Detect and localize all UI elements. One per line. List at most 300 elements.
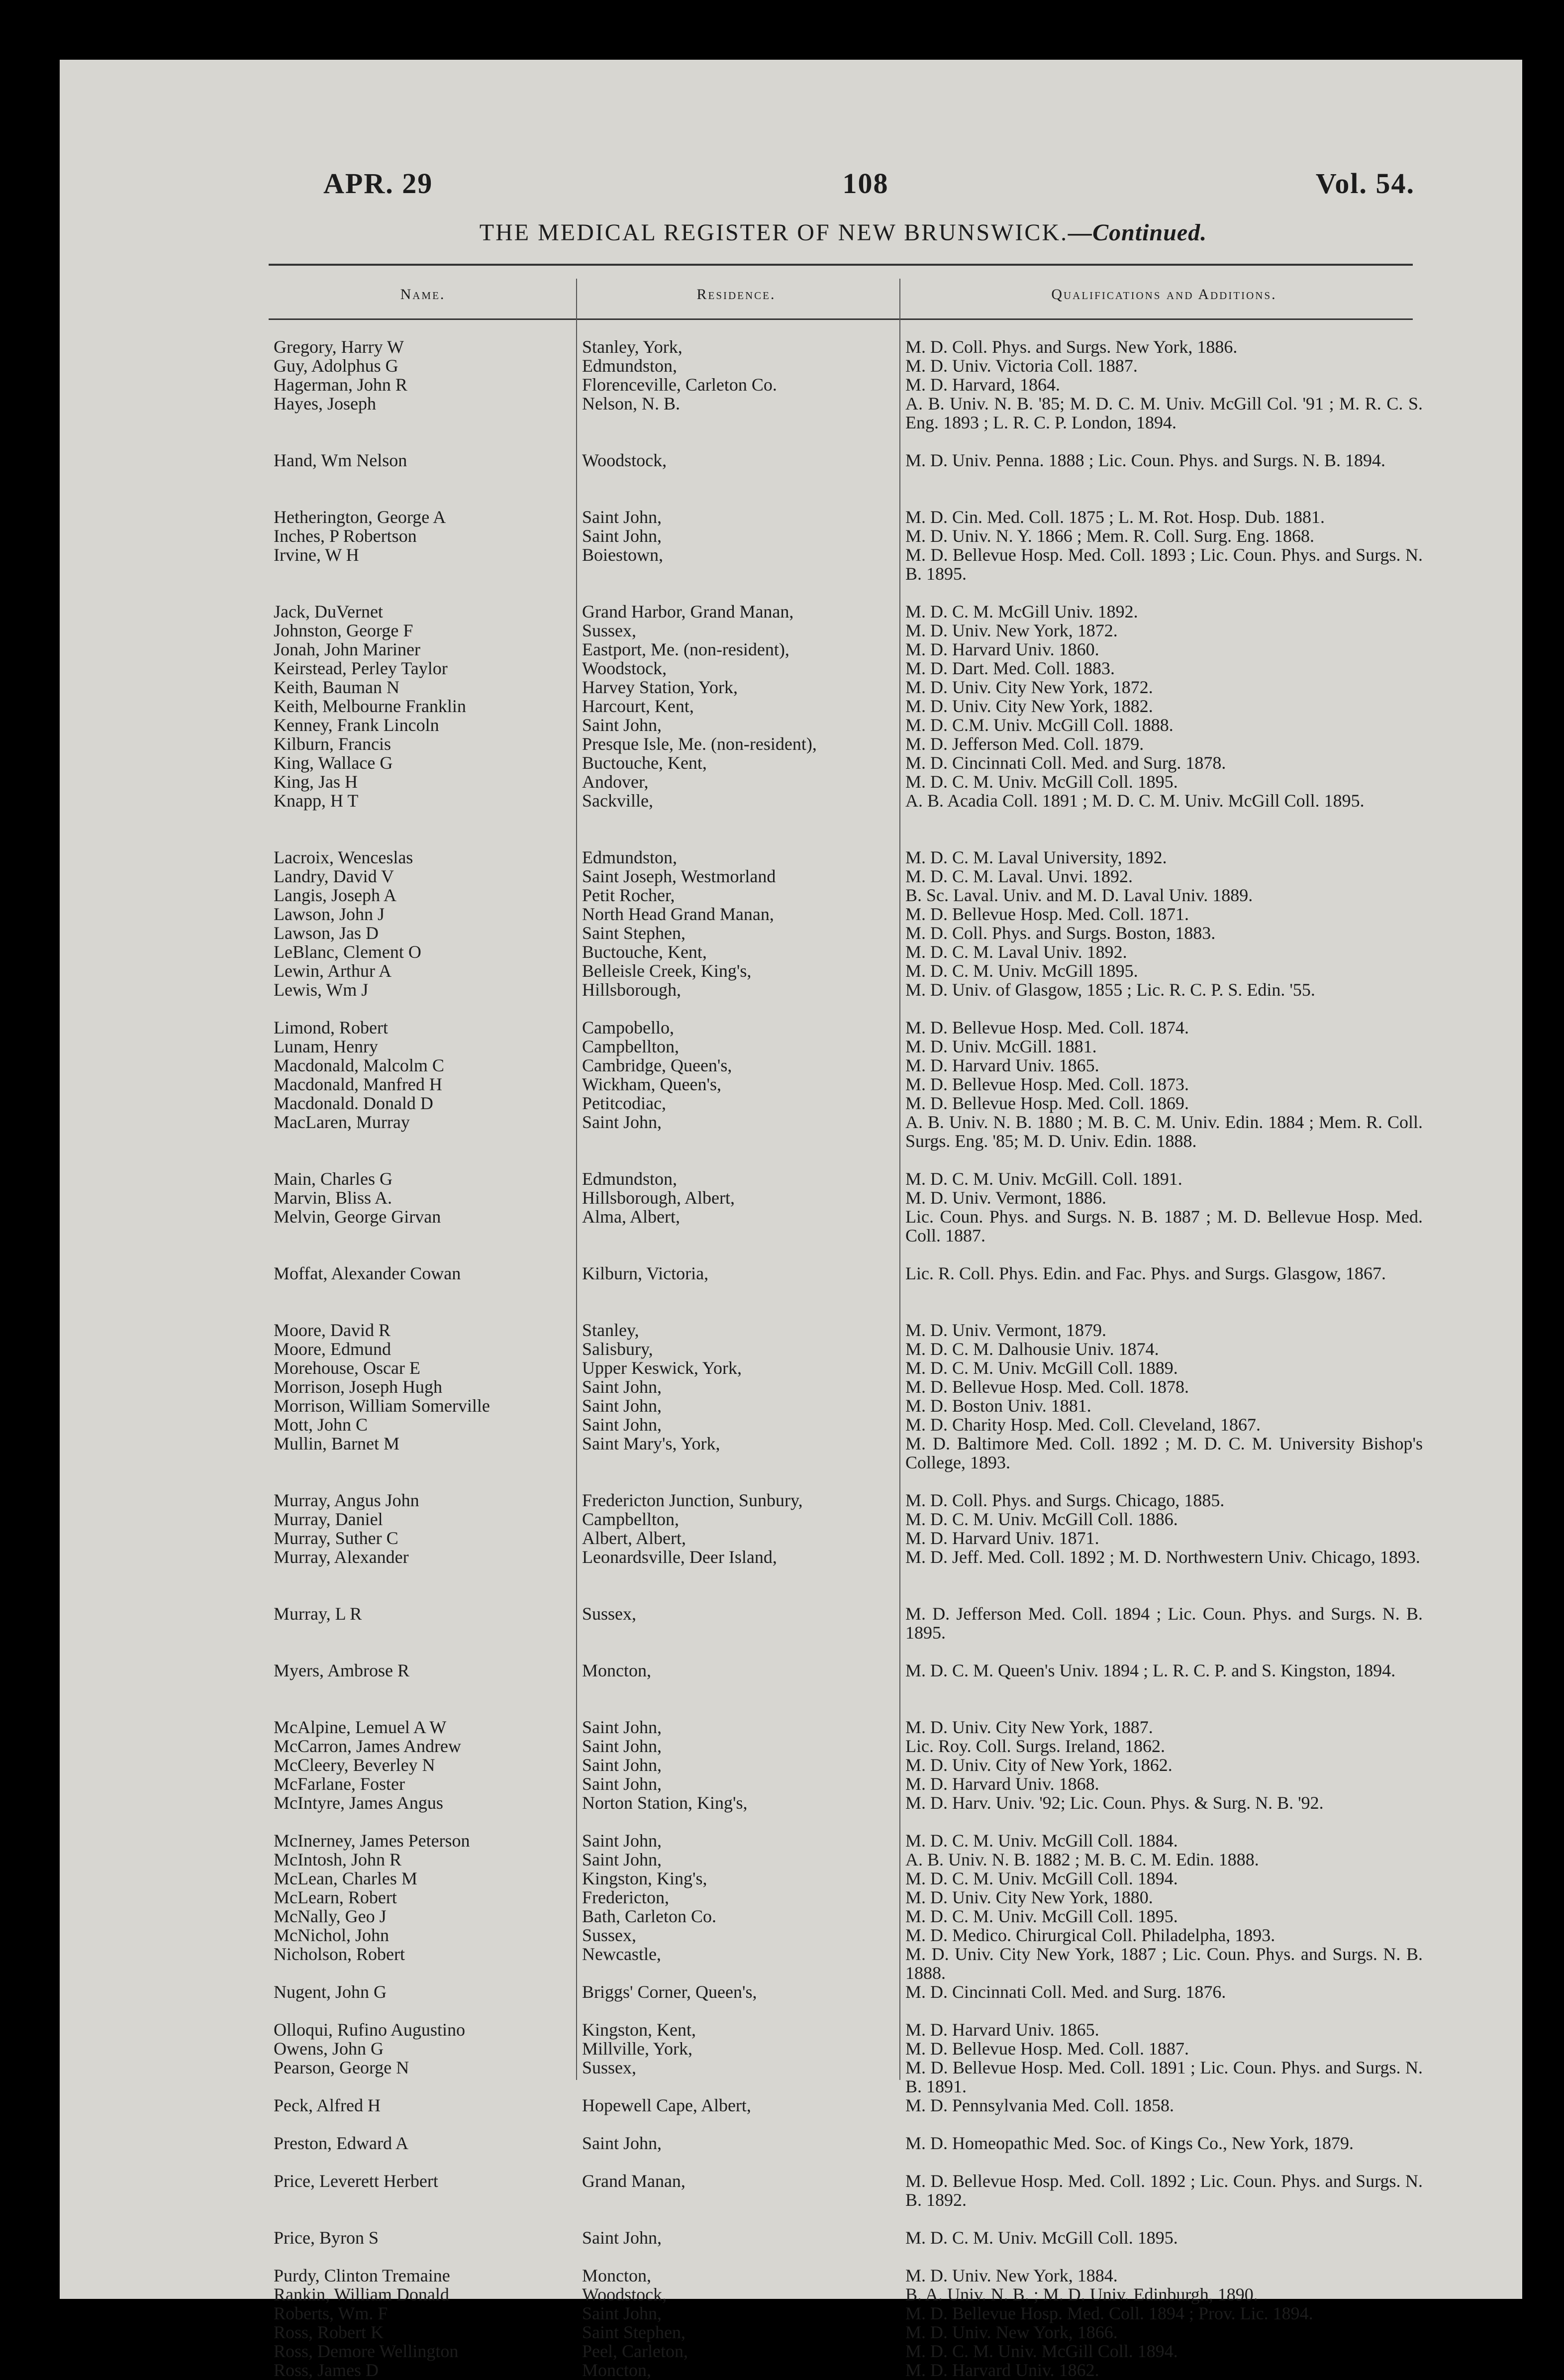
physician-name: Murray, Suther C <box>274 1528 398 1548</box>
residence: Saint John, <box>582 1755 662 1775</box>
register-row <box>0 1756 1564 1774</box>
register-title-text: THE MEDICAL REGISTER OF NEW BRUNSWICK. <box>479 219 1069 246</box>
qualifications: M. D. C. M. Univ. McGill Coll. 1894. <box>905 2341 1178 2361</box>
residence: Woodstock, <box>582 658 667 678</box>
residence: Saint Joseph, Westmorland <box>582 866 776 886</box>
residence: Leonardsville, Deer Island, <box>582 1547 777 1567</box>
register-row <box>0 1548 1564 1585</box>
register-row <box>0 2266 1564 2285</box>
register-row <box>0 1774 1564 1793</box>
physician-name: Ross, Demore Wellington <box>274 2341 459 2361</box>
physician-name: Rankin, William Donald <box>274 2284 449 2304</box>
qualifications: A. B. Univ. N. B. 1882 ; M. B. C. M. Edin. 1888. <box>905 1850 1259 1869</box>
qualifications: M. D. Bellevue Hosp. Med. Coll. 1891 ; Lic. Coun. Phys. and Surgs. N. B. 1891. <box>905 2058 1423 2096</box>
qualifications: M. D. Bellevue Hosp. Med. Coll. 1878. <box>905 1377 1189 1397</box>
residence: Saint John, <box>582 2228 662 2248</box>
residence: Saint John, <box>582 1112 662 1132</box>
row-gap <box>0 583 1564 602</box>
row-gap <box>0 489 1564 508</box>
residence: Moncton, <box>582 2266 651 2285</box>
physician-name: Macdonald. Donald D <box>274 1093 433 1113</box>
physician-name: Hagerman, John R <box>274 375 407 395</box>
register-row <box>0 375 1564 394</box>
register-row <box>0 716 1564 734</box>
physician-name: McNichol, John <box>274 1925 389 1945</box>
physician-name: Hand, Wm Nelson <box>274 450 407 470</box>
physician-name: Ross, James D <box>274 2360 379 2380</box>
register-row <box>0 1604 1564 1642</box>
physician-name: Kenney, Frank Lincoln <box>274 715 439 735</box>
register-row <box>0 1094 1564 1113</box>
register-row <box>0 2039 1564 2058</box>
header-rule <box>269 318 1413 320</box>
qualifications: M. D. Univ. of Glasgow, 1855 ; Lic. R. C. P. S. Edin. '55. <box>905 980 1315 1000</box>
residence: Briggs' Corner, Queen's, <box>582 1982 757 2002</box>
register-row <box>0 1434 1564 1472</box>
qualifications: M. D. Univ. City of New York, 1862. <box>905 1755 1173 1775</box>
column-header-residence: Residence. <box>696 286 776 303</box>
residence: Andover, <box>582 772 649 792</box>
register-row <box>0 451 1564 489</box>
register-row <box>0 886 1564 905</box>
residence: Belleisle Creek, King's, <box>582 961 752 981</box>
physician-name: Main, Charles G <box>274 1169 392 1189</box>
residence: Hillsborough, Albert, <box>582 1188 735 1208</box>
residence: Fredericton, <box>582 1887 669 1907</box>
physician-name: Peck, Alfred H <box>274 2095 381 2115</box>
physician-name: Lawson, Jas D <box>274 923 379 943</box>
register-row <box>0 2096 1564 2115</box>
physician-name: Olloqui, Rufino Augustino <box>274 2020 466 2040</box>
qualifications: M. D. Bellevue Hosp. Med. Coll. 1869. <box>905 1093 1189 1113</box>
residence: Cambridge, Queen's, <box>582 1055 732 1075</box>
register-row <box>0 697 1564 716</box>
column-header-qualifications: Qualifications and Additions. <box>1051 286 1277 303</box>
qualifications: M. D. C. M. McGill Univ. 1892. <box>905 602 1138 621</box>
qualifications: A. B. Univ. N. B. '85; M. D. C. M. Univ. McGill Col. '91 ; M. R. C. S. Eng. 1893 ; L. R. C. P. London, 1894. <box>905 394 1423 432</box>
register-row <box>0 1264 1564 1302</box>
residence: Sussex, <box>582 2058 637 2077</box>
residence: Saint Stephen, <box>582 923 685 943</box>
register-row <box>0 602 1564 621</box>
residence: Kingston, Kent, <box>582 2020 696 2040</box>
qualifications: M. D. Univ. City New York, 1880. <box>905 1887 1153 1907</box>
residence: Saint John, <box>582 1377 662 1397</box>
residence: Saint John, <box>582 715 662 735</box>
physician-name: Nicholson, Robert <box>274 1944 405 1964</box>
physician-name: Jack, DuVernet <box>274 602 383 621</box>
qualifications: M. D. Univ. City New York, 1872. <box>905 677 1153 697</box>
register-row <box>0 1737 1564 1756</box>
residence: Moncton, <box>582 2360 651 2380</box>
physician-name: Keirstead, Perley Taylor <box>274 658 448 678</box>
physician-name: Morrison, Joseph Hugh <box>274 1377 442 1397</box>
physician-name: Murray, Daniel <box>274 1509 383 1529</box>
residence: Woodstock, <box>582 2284 667 2304</box>
register-row <box>0 1491 1564 1510</box>
register-row <box>0 848 1564 867</box>
register-row <box>0 2058 1564 2096</box>
register-row <box>0 1018 1564 1037</box>
row-gap <box>0 1472 1564 1491</box>
residence: Edmundston, <box>582 1169 678 1189</box>
register-row <box>0 980 1564 1018</box>
residence: Hillsborough, <box>582 980 682 1000</box>
register-row <box>0 1415 1564 1434</box>
register-table <box>0 337 1564 2380</box>
register-row <box>0 2228 1564 2247</box>
row-gap <box>0 2115 1564 2134</box>
register-row <box>0 1888 1564 1907</box>
physician-name: Myers, Ambrose R <box>274 1660 409 1680</box>
qualifications: M. D. C. M. Univ. McGill Coll. 1886. <box>905 1509 1178 1529</box>
residence: Grand Manan, <box>582 2171 685 2191</box>
qualifications: M. D. C. M. Univ. McGill. Coll. 1891. <box>905 1169 1182 1189</box>
qualifications: M. D. Cincinnati Coll. Med. and Surg. 1878. <box>905 753 1226 773</box>
register-row <box>0 678 1564 697</box>
physician-name: Ross, Robert K <box>274 2322 384 2342</box>
physician-name: Moore, David R <box>274 1320 391 1340</box>
row-gap <box>0 1642 1564 1661</box>
register-row <box>0 356 1564 375</box>
register-title <box>269 219 1418 246</box>
physician-name: Hetherington, George A <box>274 507 446 527</box>
qualifications: M. D. C. M. Univ. McGill Coll. 1889. <box>905 1358 1178 1378</box>
physician-name: Keith, Bauman N <box>274 677 399 697</box>
residence: Edmundston, <box>582 356 678 376</box>
physician-name: Macdonald, Malcolm C <box>274 1055 444 1075</box>
physician-name: Lewis, Wm J <box>274 980 369 1000</box>
physician-name: Melvin, George Girvan <box>274 1207 441 1227</box>
residence: Saint John, <box>582 1831 662 1851</box>
residence: North Head Grand Manan, <box>582 904 774 924</box>
register-row <box>0 867 1564 886</box>
residence: Saint John, <box>582 1415 662 1435</box>
physician-name: Pearson, George N <box>274 2058 409 2077</box>
register-row <box>0 1188 1564 1207</box>
physician-name: Inches, P Robertson <box>274 526 417 546</box>
residence: Saint John, <box>582 1850 662 1869</box>
qualifications: M. D. Harvard Univ. 1862. <box>905 2360 1099 2380</box>
physician-name: Roberts, Wm. F <box>274 2303 388 2323</box>
qualifications: M. D. Harvard Univ. 1871. <box>905 1528 1099 1548</box>
residence: Nelson, N. B. <box>582 394 680 414</box>
register-row <box>0 1831 1564 1850</box>
qualifications: M. D. C. M. Univ. McGill Coll. 1894. <box>905 1868 1178 1888</box>
qualifications: M. D. Cincinnati Coll. Med. and Surg. 1876. <box>905 1982 1226 2002</box>
qualifications: M. D. Bellevue Hosp. Med. Coll. 1871. <box>905 904 1189 924</box>
register-row <box>0 337 1564 356</box>
residence: Saint John, <box>582 1774 662 1794</box>
physician-name: Murray, Angus John <box>274 1490 419 1510</box>
residence: Saint Mary's, York, <box>582 1434 720 1453</box>
physician-name: Nugent, John G <box>274 1982 387 2002</box>
register-row <box>0 772 1564 791</box>
qualifications: A. B. Univ. N. B. 1880 ; M. B. C. M. Univ. Edin. 1884 ; Mem. R. Coll. Surgs. Eng. '85; M. D. Univ. Edin. 1888. <box>905 1112 1423 1151</box>
register-row <box>0 1056 1564 1075</box>
physician-name: Lacroix, Wenceslas <box>274 847 413 867</box>
residence: Harcourt, Kent, <box>582 696 694 716</box>
residence: Sussex, <box>582 1604 637 1624</box>
qualifications: M. D. Univ. City New York, 1887. <box>905 1717 1153 1737</box>
qualifications: M. D. C. M. Laval University, 1892. <box>905 847 1167 867</box>
register-row <box>0 905 1564 924</box>
row-gap <box>0 1302 1564 1321</box>
physician-name: Lawson, John J <box>274 904 385 924</box>
qualifications: M. D. Coll. Phys. and Surgs. Chicago, 1885. <box>905 1490 1225 1510</box>
qualifications: M. D. Univ. Victoria Coll. 1887. <box>905 356 1138 376</box>
physician-name: Moffat, Alexander Cowan <box>274 1263 461 1283</box>
physician-name: Murray, L R <box>274 1604 362 1624</box>
row-gap <box>0 1245 1564 1264</box>
physician-name: Marvin, Bliss A. <box>274 1188 392 1208</box>
qualifications: M. D. Univ. Vermont, 1879. <box>905 1320 1106 1340</box>
physician-name: Landry, David V <box>274 866 394 886</box>
physician-name: Keith, Melbourne Franklin <box>274 696 466 716</box>
physician-name: Mott, John C <box>274 1415 368 1435</box>
column-header-name: Name. <box>400 286 446 303</box>
qualifications: M. D. Univ. City New York, 1887 ; Lic. Coun. Phys. and Surgs. N. B. 1888. <box>905 1944 1423 1983</box>
residence: Grand Harbor, Grand Manan, <box>582 602 794 621</box>
qualifications: M. D. Baltimore Med. Coll. 1892 ; M. D. C. M. University Bishop's College, 1893. <box>905 1434 1423 1472</box>
register-row <box>0 1037 1564 1056</box>
physician-name: King, Jas H <box>274 772 358 792</box>
qualifications: Lic. Coun. Phys. and Surgs. N. B. 1887 ; M. D. Bellevue Hosp. Med. Coll. 1887. <box>905 1207 1423 1245</box>
physician-name: Jonah, John Mariner <box>274 639 420 659</box>
register-row <box>0 621 1564 640</box>
residence: Kingston, King's, <box>582 1868 707 1888</box>
physician-name: Kilburn, Francis <box>274 734 391 754</box>
physician-name: Macdonald, Manfred H <box>274 1074 442 1094</box>
volume-number: Vol. 54. <box>1315 167 1415 200</box>
physician-name: Purdy, Clinton Tremaine <box>274 2266 450 2285</box>
qualifications: M. D. C.M. Univ. McGill Coll. 1888. <box>905 715 1173 735</box>
physician-name: McIntosh, John R <box>274 1850 402 1869</box>
qualifications: M. D. C. M. Univ. McGill Coll. 1884. <box>905 1831 1178 1851</box>
qualifications: M. D. Univ. New York, 1866. <box>905 2322 1118 2342</box>
residence: Hopewell Cape, Albert, <box>582 2095 751 2115</box>
physician-name: Price, Leverett Herbert <box>274 2171 438 2191</box>
residence: Sackville, <box>582 791 653 811</box>
register-row <box>0 1926 1564 1945</box>
physician-name: McNally, Geo J <box>274 1906 387 1926</box>
residence: Buctouche, Kent, <box>582 942 707 962</box>
residence: Campbellton, <box>582 1036 679 1056</box>
register-row <box>0 1075 1564 1094</box>
register-row <box>0 1113 1564 1150</box>
qualifications: M. D. C. M. Laval Univ. 1892. <box>905 942 1127 962</box>
physician-name: Murray, Alexander <box>274 1547 409 1567</box>
register-row <box>0 1510 1564 1529</box>
residence: Salisbury, <box>582 1339 653 1359</box>
row-gap <box>0 432 1564 451</box>
register-row <box>0 1169 1564 1188</box>
physician-name: Irvine, W H <box>274 545 359 565</box>
residence: Upper Keswick, York, <box>582 1358 742 1378</box>
qualifications: M. D. Harvard Univ. 1868. <box>905 1774 1099 1794</box>
physician-name: Guy, Adolphus G <box>274 356 398 376</box>
qualifications: M. D. Jefferson Med. Coll. 1894 ; Lic. Coun. Phys. and Surgs. N. B. 1895. <box>905 1604 1423 1643</box>
register-row <box>0 2361 1564 2380</box>
residence: Petit Rocher, <box>582 885 675 905</box>
physician-name: McAlpine, Lemuel A W <box>274 1717 447 1737</box>
physician-name: McInerney, James Peterson <box>274 1831 470 1851</box>
qualifications: M. D. Bellevue Hosp. Med. Coll. 1873. <box>905 1074 1189 1094</box>
physician-name: LeBlanc, Clement O <box>274 942 421 962</box>
physician-name: Mullin, Barnet M <box>274 1434 399 1453</box>
qualifications: M. D. Univ. New York, 1872. <box>905 621 1118 640</box>
register-row <box>0 640 1564 659</box>
register-row <box>0 1718 1564 1737</box>
register-row <box>0 2323 1564 2342</box>
register-row <box>0 1907 1564 1926</box>
residence: Saint John, <box>582 526 662 546</box>
physician-name: McIntyre, James Angus <box>274 1793 443 1813</box>
residence: Boiestown, <box>582 545 664 565</box>
qualifications: M. D. Univ. N. Y. 1866 ; Mem. R. Coll. Surg. Eng. 1868. <box>905 526 1315 546</box>
physician-name: Hayes, Joseph <box>274 394 376 414</box>
physician-name: Moore, Edmund <box>274 1339 391 1359</box>
register-row <box>0 1529 1564 1548</box>
residence: Bath, Carleton Co. <box>582 1906 716 1926</box>
register-row <box>0 2304 1564 2323</box>
qualifications: M. D. Univ. City New York, 1882. <box>905 696 1153 716</box>
physician-name: Lunam, Henry <box>274 1036 378 1056</box>
register-row <box>0 2020 1564 2039</box>
residence: Saint Stephen, <box>582 2322 685 2342</box>
qualifications: B. Sc. Laval. Univ. and M. D. Laval Univ. 1889. <box>905 885 1253 905</box>
residence: Harvey Station, York, <box>582 677 738 697</box>
qualifications: M. D. C. M. Laval. Unvi. 1892. <box>905 866 1133 886</box>
physician-name: McLearn, Robert <box>274 1887 397 1907</box>
physician-name: Gregory, Harry W <box>274 337 404 357</box>
residence: Petitcodiac, <box>582 1093 666 1113</box>
qualifications: M. D. Pennsylvania Med. Coll. 1858. <box>905 2095 1174 2115</box>
residence: Stanley, York, <box>582 337 683 357</box>
qualifications: M. D. Coll. Phys. and Surgs. New York, 1886. <box>905 337 1238 357</box>
physician-name: McCleery, Beverley N <box>274 1755 435 1775</box>
residence: Millville, York, <box>582 2039 693 2059</box>
qualifications: M. D. Harv. Univ. '92; Lic. Coun. Phys. & Surg. N. B. '92. <box>905 1793 1324 1813</box>
register-title-suffix: —Continued. <box>1068 219 1207 246</box>
residence: Alma, Albert, <box>582 1207 680 1227</box>
qualifications: M. D. Univ. McGill. 1881. <box>905 1036 1097 1056</box>
residence: Campbellton, <box>582 1509 679 1529</box>
residence: Saint John, <box>582 1717 662 1737</box>
physician-name: Limond, Robert <box>274 1018 388 1037</box>
qualifications: M. D. C. M. Univ. McGill Coll. 1895. <box>905 772 1178 792</box>
qualifications: M. D. Bellevue Hosp. Med. Coll. 1894 ; Prov. Lic. 1894. <box>905 2303 1313 2323</box>
residence: Woodstock, <box>582 450 667 470</box>
register-row <box>0 1793 1564 1831</box>
qualifications: M. D. Harvard Univ. 1860. <box>905 639 1099 659</box>
register-row <box>0 508 1564 526</box>
register-row <box>0 2342 1564 2361</box>
row-gap <box>0 2001 1564 2020</box>
register-row <box>0 2134 1564 2172</box>
register-row <box>0 1850 1564 1869</box>
qualifications: M. D. Univ. Penna. 1888 ; Lic. Coun. Phys. and Surgs. N. B. 1894. <box>905 450 1386 470</box>
register-row <box>0 1207 1564 1245</box>
qualifications: Lic. R. Coll. Phys. Edin. and Fac. Phys. and Surgs. Glasgow, 1867. <box>905 1263 1386 1283</box>
qualifications: M. D. Jefferson Med. Coll. 1879. <box>905 734 1144 754</box>
qualifications: M. D. C. M. Univ. McGill Coll. 1895. <box>905 2228 1178 2248</box>
register-row <box>0 659 1564 678</box>
residence: Peel, Carleton, <box>582 2341 688 2361</box>
register-row <box>0 734 1564 753</box>
register-row <box>0 1377 1564 1396</box>
residence: Eastport, Me. (non-resident), <box>582 639 789 659</box>
physician-name: Price, Byron S <box>274 2228 379 2248</box>
qualifications: M. D. Bellevue Hosp. Med. Coll. 1887. <box>905 2039 1189 2059</box>
register-row <box>0 1661 1564 1699</box>
residence: Saint John, <box>582 2133 662 2153</box>
qualifications: M. D. Charity Hosp. Med. Coll. Cleveland, 1867. <box>905 1415 1261 1435</box>
qualifications: M. D. Harvard Univ. 1865. <box>905 2020 1099 2040</box>
residence: Moncton, <box>582 1660 651 1680</box>
qualifications: M. D. Univ. New York, 1884. <box>905 2266 1118 2285</box>
physician-name: Knapp, H T <box>274 791 359 811</box>
register-row <box>0 791 1564 829</box>
qualifications: M. D. Bellevue Hosp. Med. Coll. 1874. <box>905 1018 1189 1037</box>
qualifications: M. D. Coll. Phys. and Surgs. Boston, 1883. <box>905 923 1216 943</box>
residence: Kilburn, Victoria, <box>582 1263 709 1283</box>
residence: Saint John, <box>582 2303 662 2323</box>
qualifications: M. D. Boston Univ. 1881. <box>905 1396 1091 1416</box>
residence: Saint John, <box>582 1396 662 1416</box>
register-row <box>0 1321 1564 1340</box>
qualifications: M. D. C. M. Queen's Univ. 1894 ; L. R. C. P. and S. Kingston, 1894. <box>905 1660 1396 1680</box>
row-gap <box>0 1699 1564 1718</box>
qualifications: M. D. C. M. Dalhousie Univ. 1874. <box>905 1339 1159 1359</box>
residence: Newcastle, <box>582 1944 661 1964</box>
row-gap <box>0 1150 1564 1169</box>
qualifications: Lic. Roy. Coll. Surgs. Ireland, 1862. <box>905 1736 1165 1756</box>
register-row <box>0 961 1564 980</box>
residence: Presque Isle, Me. (non-resident), <box>582 734 817 754</box>
register-row <box>0 753 1564 772</box>
row-gap <box>0 1585 1564 1604</box>
register-row <box>0 1945 1564 1982</box>
residence: Sussex, <box>582 621 637 640</box>
qualifications: M. D. Homeopathic Med. Soc. of Kings Co., New York, 1879. <box>905 2133 1354 2153</box>
physician-name: Owens, John G <box>274 2039 384 2059</box>
register-row <box>0 1396 1564 1415</box>
physician-name: Langis, Joseph A <box>274 885 396 905</box>
physician-name: King, Wallace G <box>274 753 393 773</box>
register-row <box>0 942 1564 961</box>
row-gap <box>0 829 1564 848</box>
physician-name: Lewin, Arthur A <box>274 961 391 981</box>
residence: Saint John, <box>582 1736 662 1756</box>
qualifications: M. D. Bellevue Hosp. Med. Coll. 1892 ; Lic. Coun. Phys. and Surgs. N. B. 1892. <box>905 2171 1423 2210</box>
qualifications: B. A. Univ. N. B. ; M. D. Univ. Edinburgh, 1890. <box>905 2284 1258 2304</box>
register-row <box>0 1340 1564 1358</box>
running-head-date: APR. 29 <box>323 167 433 200</box>
residence: Florenceville, Carleton Co. <box>582 375 777 395</box>
register-row <box>0 1358 1564 1377</box>
residence: Sussex, <box>582 1925 637 1945</box>
register-row <box>0 2285 1564 2304</box>
register-row <box>0 2172 1564 2209</box>
qualifications: M. D. Harvard Univ. 1865. <box>905 1055 1099 1075</box>
qualifications: M. D. Harvard, 1864. <box>905 375 1060 395</box>
qualifications: M. D. Dart. Med. Coll. 1883. <box>905 658 1115 678</box>
residence: Albert, Albert, <box>582 1528 686 1548</box>
qualifications: M. D. Jeff. Med. Coll. 1892 ; M. D. Northwestern Univ. Chicago, 1893. <box>905 1547 1420 1567</box>
qualifications: M. D. Cin. Med. Coll. 1875 ; L. M. Rot. Hosp. Dub. 1881. <box>905 507 1325 527</box>
qualifications: M. D. Univ. Vermont, 1886. <box>905 1188 1106 1208</box>
